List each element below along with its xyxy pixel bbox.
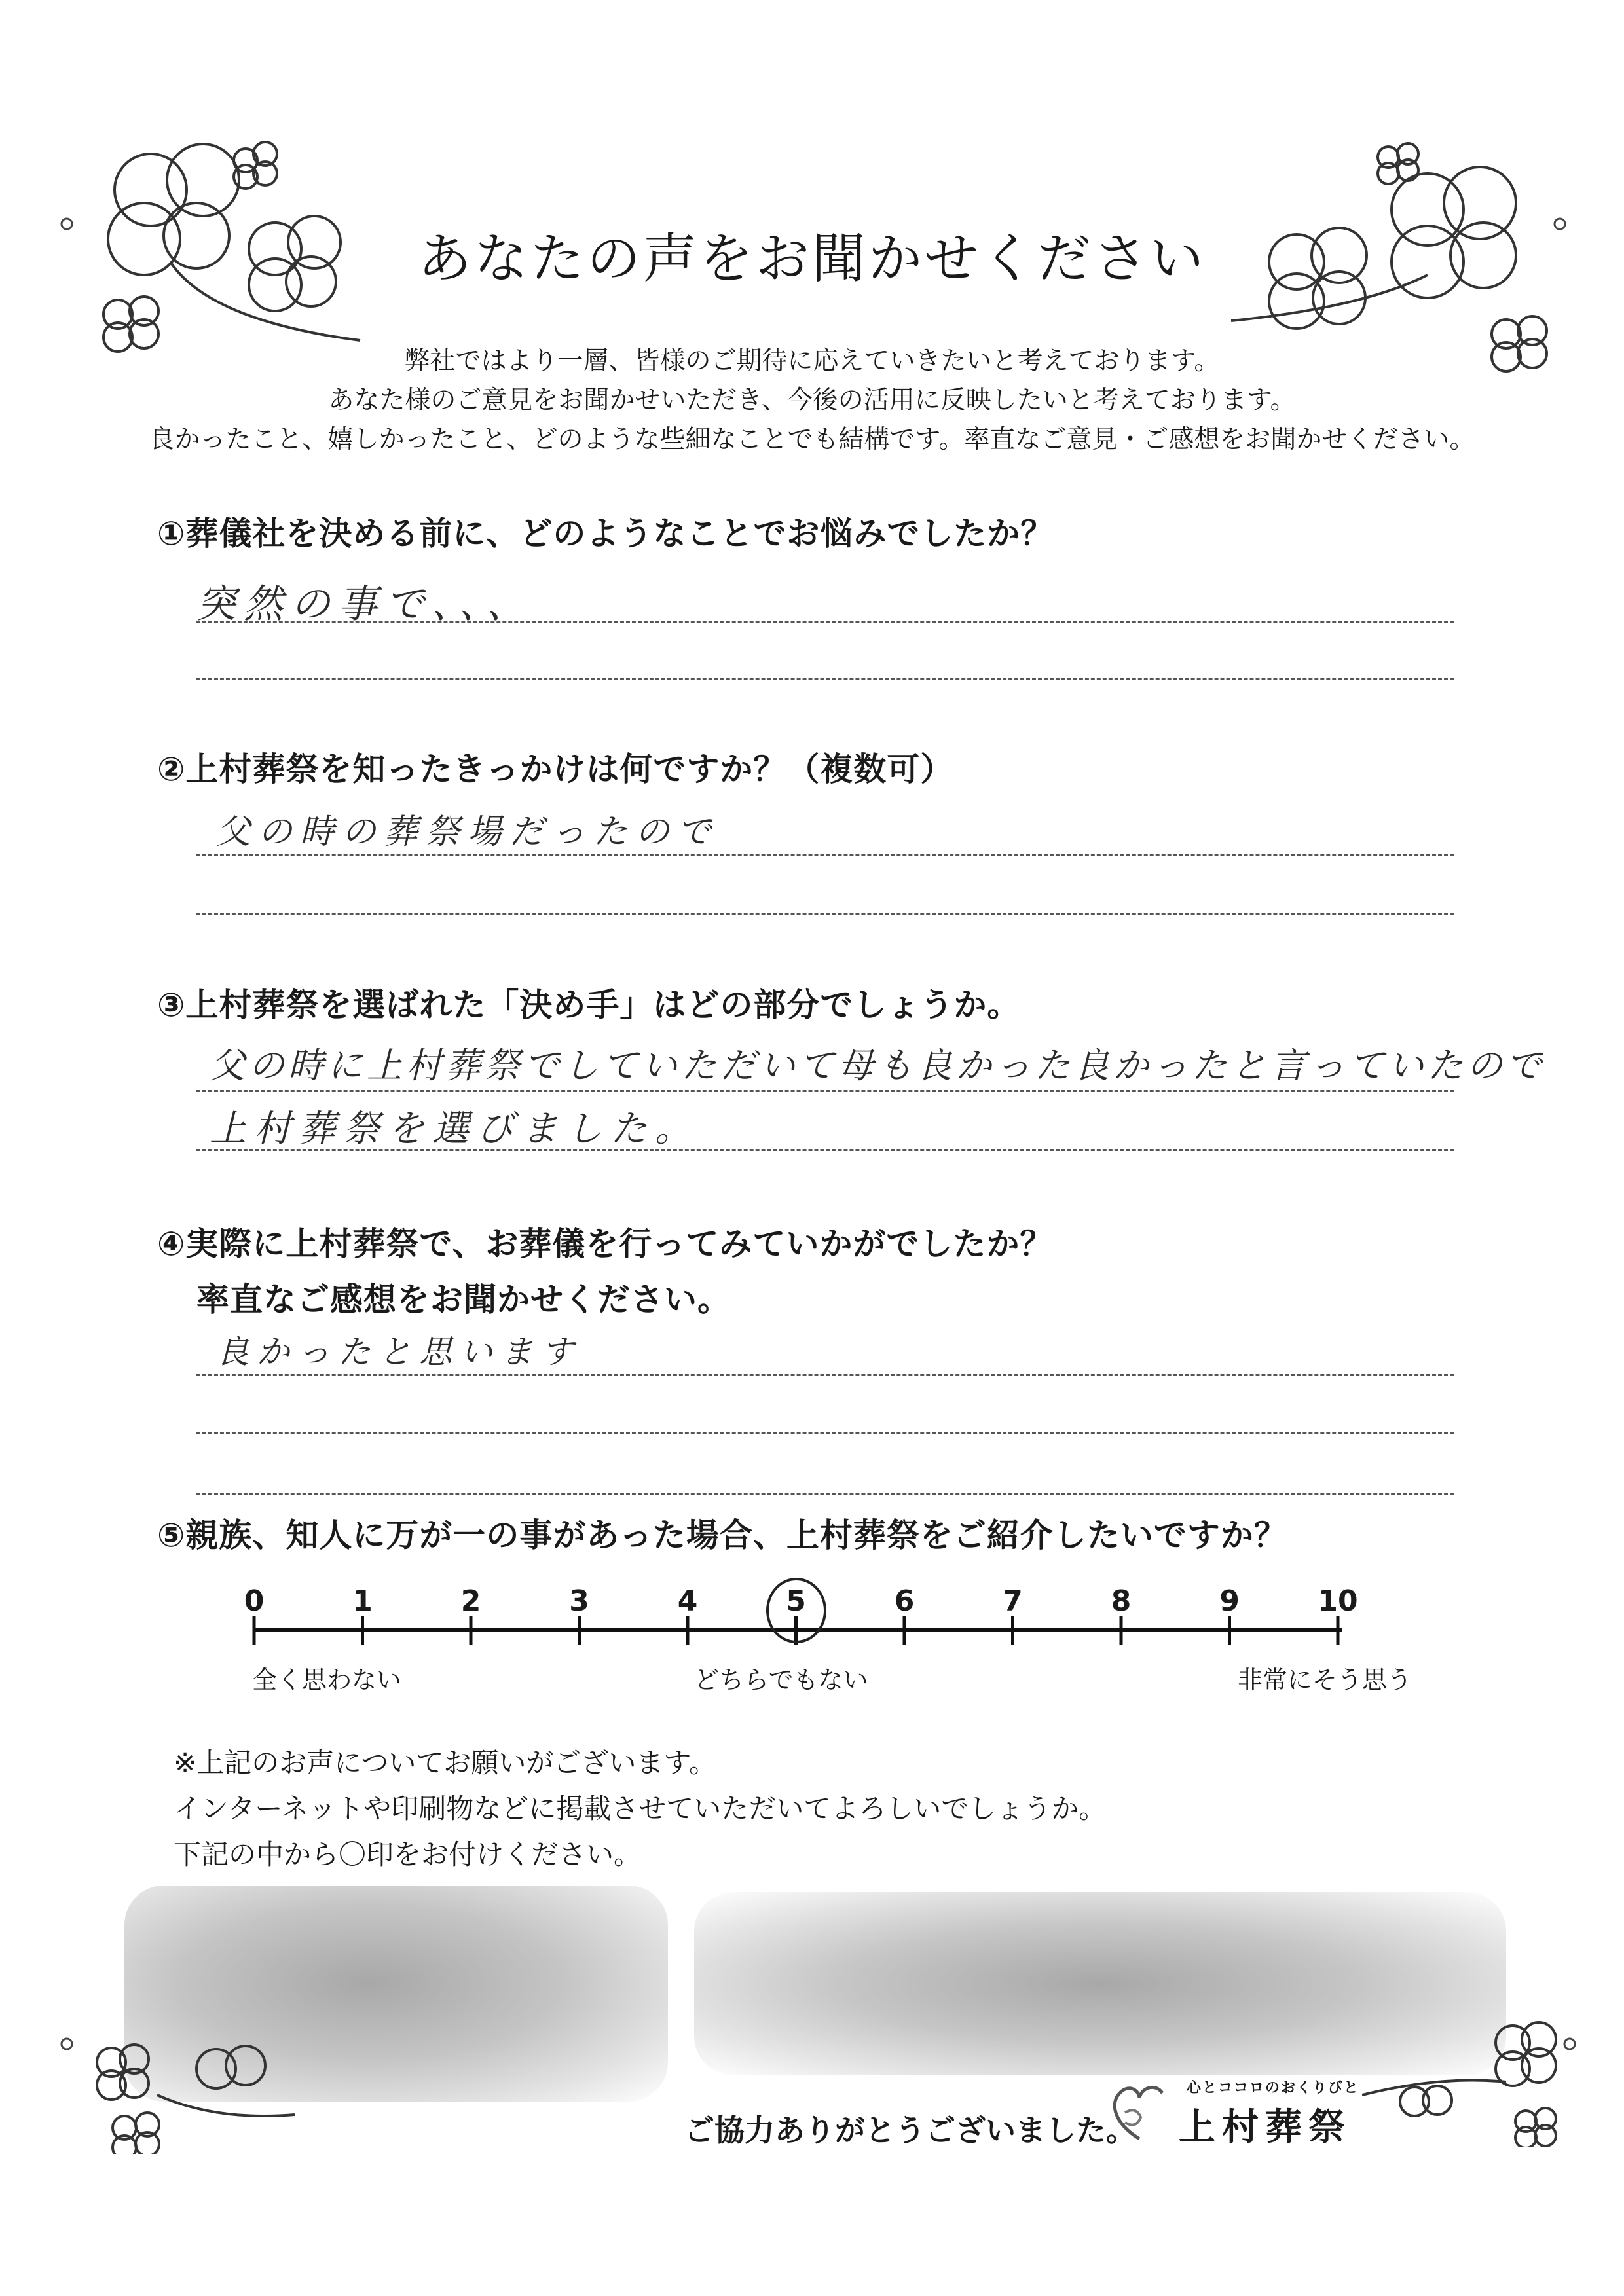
- answer-3-handwriting-line-2[interactable]: 上村葬祭を選びました。: [210, 1108, 699, 1150]
- rating-label-min: 全く思わない: [252, 1666, 402, 1694]
- question-2: ②上村葬祭を知ったきっかけは何ですか？（複数可）: [157, 750, 954, 788]
- brand-tagline: 心とココロのおくりびと: [1187, 2080, 1360, 2096]
- rating-tick-label[interactable]: 9: [1219, 1584, 1240, 1618]
- intro-line-3: 良かったこと、嬉しかったこと、どのような些細なことでも結構です。率直なご意見・ご感想をお聞かせください。: [149, 425, 1475, 454]
- answer-line: [196, 1090, 1454, 1092]
- page-title: あなたの声をお聞かせください: [417, 228, 1206, 290]
- rating-tick-label[interactable]: 6: [894, 1584, 915, 1618]
- answer-4-handwriting[interactable]: 良かったと思います: [216, 1333, 581, 1371]
- answer-line: [196, 678, 1454, 680]
- answer-line: [196, 854, 1454, 856]
- rating-tick-label[interactable]: 0: [244, 1584, 265, 1618]
- answer-line: [196, 1149, 1454, 1151]
- rating-tick-label[interactable]: 1: [352, 1584, 373, 1618]
- answer-line: [196, 913, 1454, 915]
- answer-line: [196, 1374, 1454, 1376]
- intro-line-2: あなた様のご意見をお聞かせいただき、今後の活用に反映したいと考えております。: [328, 386, 1296, 415]
- answer-line: [196, 1493, 1454, 1495]
- answer-line: [196, 621, 1454, 623]
- margin-dot-bottom-left: [59, 2036, 75, 2052]
- clover-decoration-bottom-left: [85, 2023, 301, 2154]
- rating-label-mid: どちらでもない: [694, 1666, 868, 1694]
- question-5: ⑤親族、知人に万が一の事があった場合、上村葬祭をご紹介したいですか？: [157, 1516, 1287, 1554]
- notice-line-2: インターネットや印刷物などに掲載させていただいてよろしいでしょうか。: [174, 1793, 1107, 1825]
- notice-line-1: ※上記のお声についてお願いがございます。: [174, 1747, 716, 1779]
- rating-tick-label[interactable]: 3: [569, 1584, 589, 1618]
- rating-tick-label[interactable]: 10: [1318, 1584, 1358, 1618]
- rating-tick-label[interactable]: 7: [1003, 1584, 1023, 1618]
- rating-selected-circle[interactable]: [760, 1575, 832, 1647]
- rating-label-max: 非常にそう思う: [1238, 1666, 1412, 1694]
- answer-2-handwriting[interactable]: 父の時の葬祭場だったので: [216, 812, 720, 852]
- notice-line-3: 下記の中から〇印をお付けください。: [174, 1838, 642, 1870]
- rating-tick-label[interactable]: 4: [677, 1584, 698, 1618]
- question-4-subtext: 率直なご感想をお聞かせください。: [196, 1281, 731, 1319]
- brand-name: 上村葬祭: [1179, 2106, 1352, 2149]
- question-4: ④実際に上村葬祭で、お葬儀を行ってみていかがでしたか？: [157, 1225, 1054, 1263]
- clover-decoration-bottom-right: [1362, 2003, 1572, 2147]
- question-1: ①葬儀社を決める前に、どのようなことでお悩みでしたか？: [157, 515, 1054, 553]
- rating-tick-label[interactable]: 5: [786, 1584, 806, 1618]
- rating-tick-label[interactable]: 2: [460, 1584, 481, 1618]
- answer-3-handwriting-line-1[interactable]: 父の時に上村葬祭でしていただいて母も良かった良かったと言っていたので: [210, 1045, 1545, 1086]
- intro-line-1: 弊社ではより一層、皆様のご期待に応えていきたいと考えております。: [404, 346, 1220, 376]
- rating-tick-label[interactable]: 8: [1111, 1584, 1132, 1618]
- question-3: ③上村葬祭を選ばれた「決め手」はどの部分でしょうか。: [157, 986, 1021, 1024]
- heart-logo-icon: [1107, 2077, 1172, 2149]
- answer-line: [196, 1432, 1454, 1434]
- answer-1-handwriting[interactable]: 突然の事で、、、: [196, 581, 534, 627]
- footer-thanks: ご協力ありがとうございました。: [684, 2113, 1136, 2148]
